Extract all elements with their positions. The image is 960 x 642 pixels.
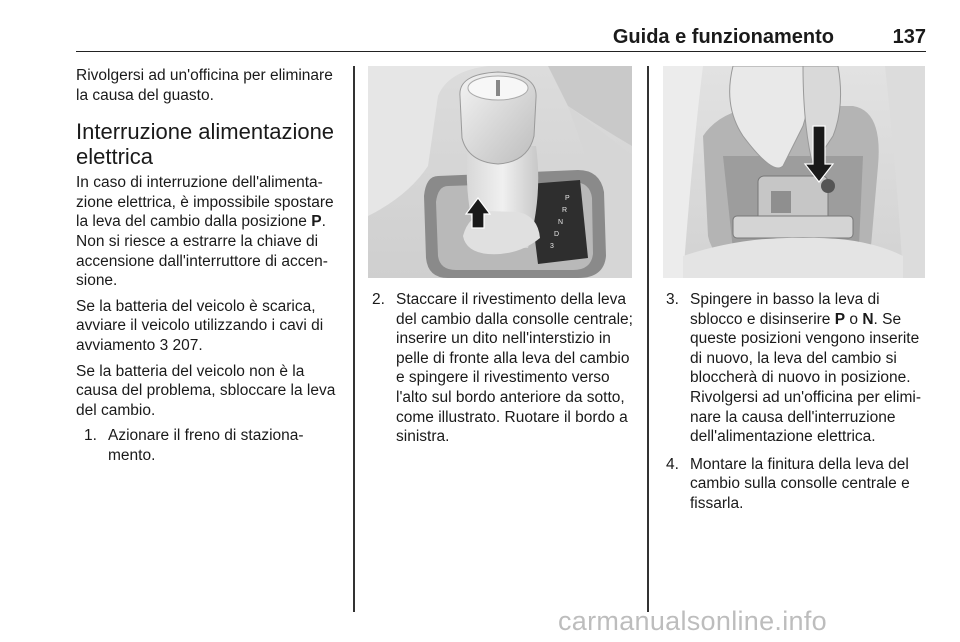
page-header <box>76 18 926 52</box>
svg-text:3: 3 <box>550 243 554 250</box>
release-lever-illustration <box>663 66 925 278</box>
column-divider-right <box>647 66 649 612</box>
intro-paragraph: Rivolgersi ad un'officina per eliminare la causa del guasto. <box>76 67 333 104</box>
gear-position-n: N <box>862 310 874 328</box>
step-text: Montare la finitura della leva del cambio sulla consolle centrale e fissarla. <box>690 455 910 512</box>
battery-paragraph: Se la batteria del veicolo è scarica, avviare il veicolo utilizzando i cavi di avviamento 3 207. <box>76 297 324 354</box>
unlock-paragraph: Se la batteria del veicolo non è la causa del problema, sbloccare la leva del cambio. <box>76 362 336 419</box>
step-text: Azionare il freno di stazionamento. <box>108 427 304 464</box>
page-header-title: Guida e funzionamento <box>612 26 834 48</box>
step-text: Spingere in basso la leva di sblocco e disinserire P o N. Se queste posizioni vengono inserite di nuovo, la leva del cambio si bloccherà di nuovo in posizione. Rivolgersi ad un'officina per eliminare la causa dell'interruzione dell'alimentazione elettrica. <box>690 291 921 446</box>
step-number: 2. <box>372 291 385 308</box>
step-1 <box>76 426 344 465</box>
page-number: 137 <box>892 26 926 48</box>
page-reference-triangle-icon: 3 <box>159 336 169 354</box>
gear-lever-trim-illustration <box>368 66 632 278</box>
step-2 <box>372 290 634 447</box>
gear-position-p: P <box>834 310 846 328</box>
gear-position-p: P <box>311 213 322 231</box>
svg-text:P: P <box>565 195 570 202</box>
column-2 <box>372 290 634 455</box>
step-number: 4. <box>666 455 679 473</box>
power-failure-paragraph: In caso di interruzione dell'alimentazione elettrica, è impossibile spostare la leva del cambio dalla posizione P. Non si riesce a estrarre la chiave di accensione dall'interruttore di accensione. <box>76 174 334 290</box>
svg-text:N: N <box>558 219 564 226</box>
column-divider-left <box>353 66 355 612</box>
step-4 <box>666 455 928 514</box>
svg-text:D: D <box>554 231 560 238</box>
step-number: 1. <box>84 427 97 445</box>
step-text: Staccare il rivestimento della leva del cambio dalla consolle centrale; inserire un dito nell'interstizio in pelle di fronte alla leva del cambio e spingere il rivestimento verso l'alto sul bordo anteriore da sotto, come illustrato. Ruotare il bordo a sinistra. <box>396 291 633 446</box>
column-1 <box>76 66 344 466</box>
section-heading: Interruzione alimentazione elettrica <box>76 119 335 170</box>
step-number: 3. <box>666 291 679 308</box>
watermark: carmanualsonline.info <box>558 606 827 636</box>
step-3 <box>666 290 928 447</box>
svg-text:R: R <box>562 207 568 214</box>
column-3 <box>666 290 928 522</box>
